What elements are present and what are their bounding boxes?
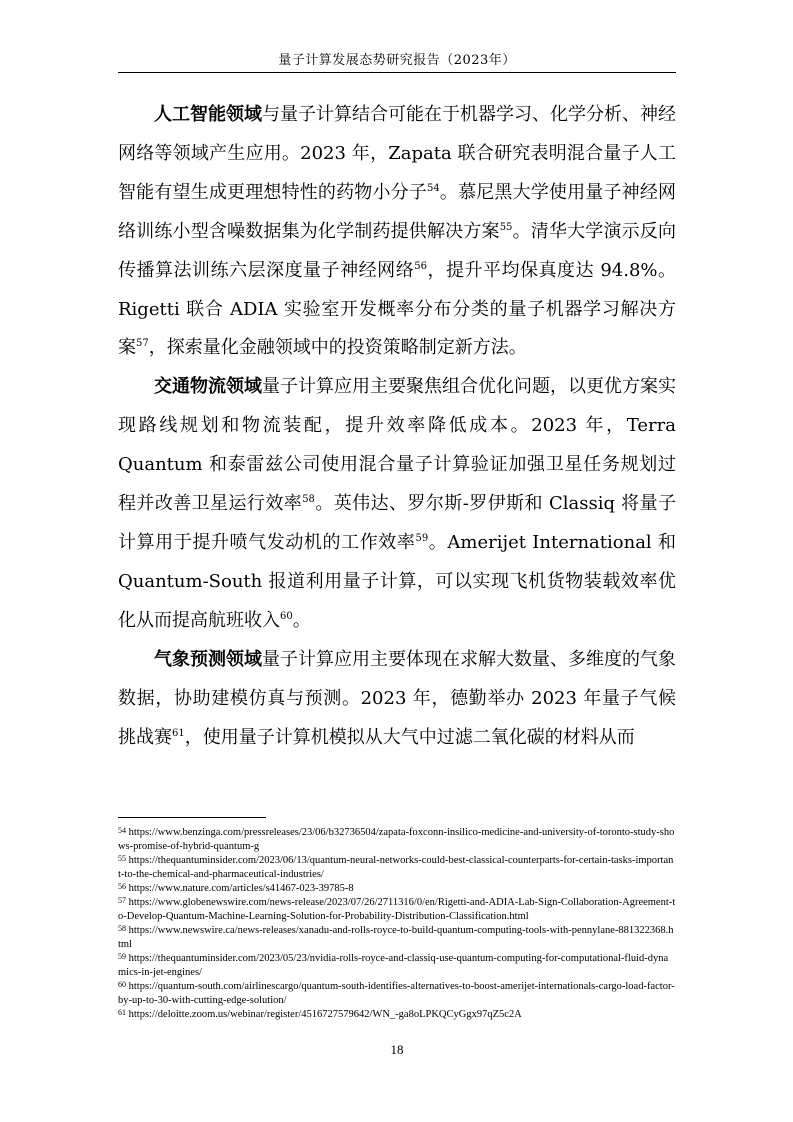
footnote-ref: 61 <box>172 727 185 739</box>
paragraph-text: 。Amerijet International 和 Quantum-South 报道利用量子计算，可以实现飞机货物装载效率优化从而提高航班收入 <box>118 531 677 631</box>
paragraph-text: 。清华大学演示反向传播算法训练六层深度量子神经网络 <box>118 220 677 281</box>
paragraph-text: ，使用量子计算机模拟从大气中过滤二氧化碳的材料从而 <box>184 726 635 748</box>
footnote-rule <box>118 817 266 818</box>
footnote-number: 55 <box>118 854 126 863</box>
footnote-link[interactable]: https://www.newswire.ca/news-releases/xanadu-and-rolls-royce-to-build-quantum-computing-tools-with-pennylane-881322368.html <box>118 925 674 950</box>
paragraph-weather <box>118 641 676 758</box>
footnotes <box>118 826 676 1022</box>
footnote-ref: 56 <box>414 260 427 272</box>
footnote-link[interactable]: https://www.benzinga.com/pressreleases/23/06/b32736504/zapata-foxconn-insilico-medicine-and-university-of-toronto-study-shows-promise-of-hybrid-quantum-g <box>118 827 675 852</box>
footnote-54 <box>118 826 676 854</box>
footnote-60 <box>118 980 676 1008</box>
paragraph-text: 。英伟达、罗尔斯-罗伊斯和 Classiq 将量子计算用于提升喷气发动机的工作效率 <box>118 493 676 553</box>
footnote-number: 61 <box>118 1008 126 1017</box>
paragraph-text: ，探索量化金融领域中的投资策略制定新方法。 <box>148 337 527 359</box>
paragraph-transport <box>118 368 676 640</box>
page-number: 18 <box>390 1042 404 1057</box>
paragraph-text: 。 <box>292 609 311 631</box>
footnote-58 <box>118 924 676 952</box>
paragraph-lead: 气象预测领域 <box>154 648 262 670</box>
footnote-ref: 60 <box>280 610 293 622</box>
paragraph-text: 量子计算应用主要体现在求解大数量、多维度的气象数据，协助建模仿真与预测。2023 年，德勤举办 2023 年量子气候挑战赛 <box>118 648 676 748</box>
footnote-56 <box>118 882 676 896</box>
footnote-number: 59 <box>118 952 126 961</box>
paragraph-text: 与量子计算结合可能在于机器学习、化学分析、神经网络等领域产生应用。2023 年，Zapata 联合研究表明混合量子人工智能有望生成更理想特性的药物小分子 <box>118 104 676 203</box>
footnote-link[interactable]: https://deloitte.zoom.us/webinar/register/4516727579642/WN_-ga8oLPKQCyGgx97qZ5c2A <box>128 1009 522 1020</box>
body-text <box>118 96 676 757</box>
footnote-57 <box>118 896 676 924</box>
paragraph-text: ，提升平均保真度达 94.8%。Rigetti 联合 ADIA 实验室开发概率分布分类的量子机器学习解决方案 <box>118 259 677 359</box>
footnote-55 <box>118 854 676 882</box>
paragraph-lead: 交通物流领域 <box>154 376 262 398</box>
footnote-number: 57 <box>118 896 126 905</box>
footnote-ref: 55 <box>499 221 513 233</box>
footnote-link[interactable]: https://www.nature.com/articles/s41467-023-39785-8 <box>128 883 354 894</box>
footnote-link[interactable]: https://www.globenewswire.com/news-release/2023/07/26/2711316/0/en/Rigetti-and-ADIA-Lab-Sign-Collaboration-Agreement-to-Develop-Quantum-Machine-Learning-Solution-for-Probability-Distribution-Classification.html <box>118 897 676 922</box>
footnote-ref: 54 <box>426 182 440 194</box>
header-rule <box>118 72 676 73</box>
paragraph-ai <box>118 96 676 368</box>
footnote-61 <box>118 1008 676 1022</box>
footnote-ref: 58 <box>302 494 315 506</box>
footnote-link[interactable]: https://thequantuminsider.com/2023/05/23/nvidia-rolls-royce-and-classiq-use-quantum-computing-for-computational-fluid-dynamics-in-jet-engines/ <box>118 953 669 978</box>
footnote-number: 58 <box>118 924 126 933</box>
paragraph-lead: 人工智能领域 <box>154 104 262 125</box>
footnote-number: 60 <box>118 980 126 989</box>
footnote-link[interactable]: https://thequantuminsider.com/2023/06/13/quantum-neural-networks-could-best-classical-counterparts-for-certain-tasks-important-to-the-chemical-and-pharmaceutical-industries/ <box>118 855 674 880</box>
footnote-59 <box>118 952 676 980</box>
footnote-ref: 59 <box>415 532 429 544</box>
footnote-number: 54 <box>118 826 126 835</box>
footnote-number: 56 <box>118 882 126 891</box>
running-header: 量子计算发展态势研究报告（2023年） <box>278 53 516 68</box>
paragraph-text: 量子计算应用主要聚焦组合优化问题，以更优方案实现路线规划和物流装配，提升效率降低成本。2023 年，Terra Quantum 和泰雷兹公司使用混合量子计算验证加强卫星任务规划过程并改善卫星运行效率 <box>118 376 676 515</box>
paragraph-text: 。慕尼黑大学使用量子神经网络训练小型含噪数据集为化学制药提供解决方案 <box>118 181 676 242</box>
footnote-link[interactable]: https://quantum-south.com/airlinescargo/quantum-south-identifies-alternatives-to-boost-amerijet-internationals-cargo-load-factor-by-up-to-30-with-cutting-edge-solution/ <box>118 981 675 1006</box>
footnote-ref: 57 <box>136 338 149 350</box>
